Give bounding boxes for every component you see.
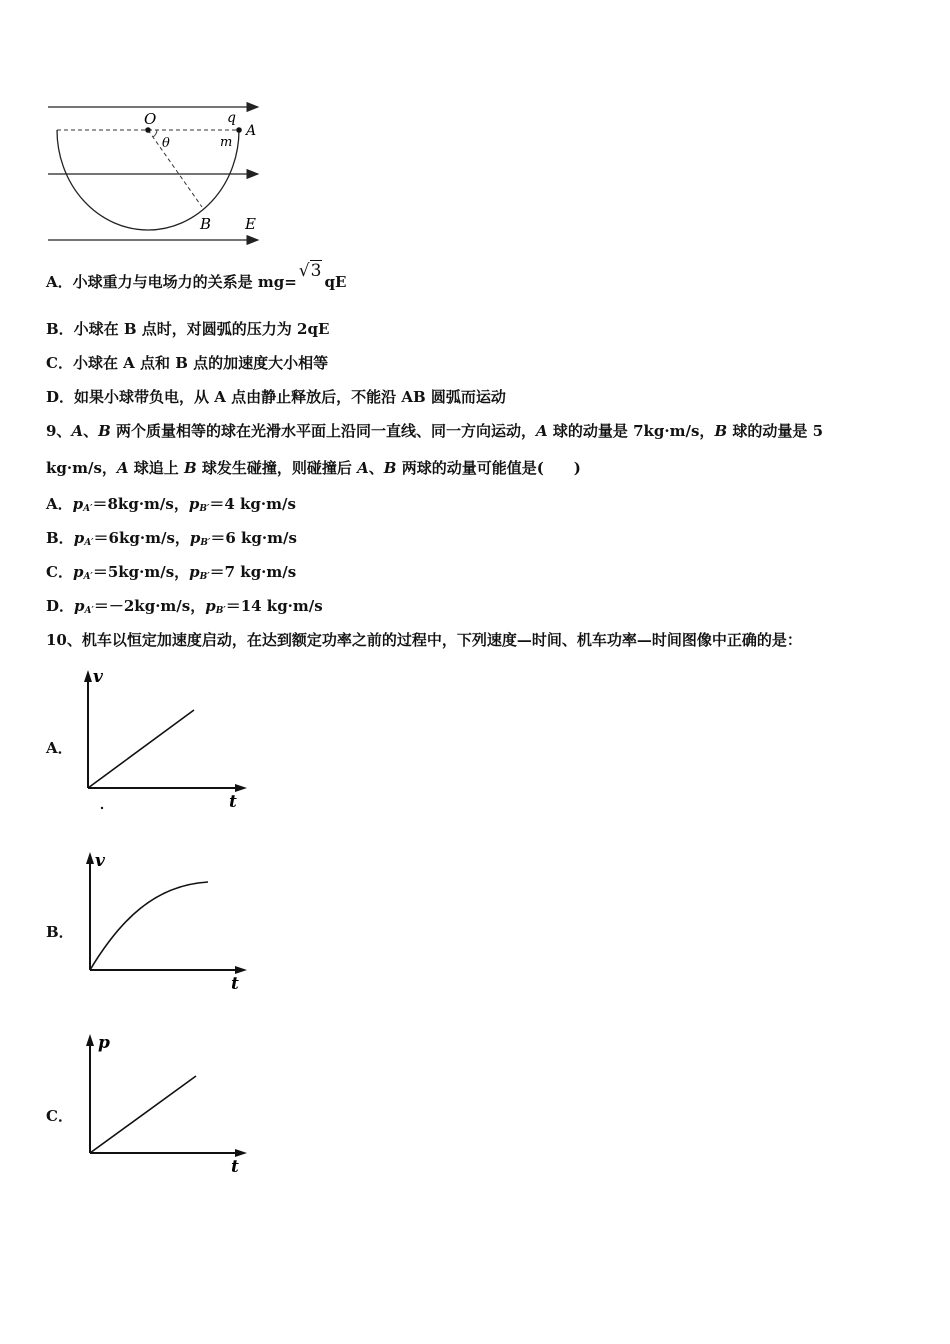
momentum-symbol: p xyxy=(189,563,200,581)
momentum-symbol: p xyxy=(189,529,201,547)
q9-stem-line2 xyxy=(46,458,581,478)
label-e: E xyxy=(245,215,256,233)
q10-option-b-label: B． xyxy=(46,923,74,941)
q8-option-a xyxy=(46,261,347,292)
subscript-a: A′ xyxy=(83,572,93,582)
q9-sep: 、 xyxy=(368,459,384,477)
label-m: m xyxy=(220,135,233,150)
pb-value: ＝7 kg·m/s xyxy=(209,563,297,581)
q10-option-c-label: C． xyxy=(46,1107,73,1125)
pa-value: ＝－2kg·m/s， xyxy=(93,597,206,615)
pa-value: ＝5kg·m/s， xyxy=(92,563,190,581)
ball-a: A xyxy=(71,422,84,440)
velocity-curve xyxy=(90,882,208,970)
q8-option-b: B．小球在 B 点时，对圆弧的压力为 2qE xyxy=(46,320,330,338)
subscript-b: B′ xyxy=(215,606,226,616)
subscript-a: A′ xyxy=(83,504,93,514)
q8-option-a-prefix: A．小球重力与电场力的关系是 mg= xyxy=(46,273,297,291)
momentum-symbol: p xyxy=(73,529,85,547)
q10-stem: 10、机车以恒定加速度启动，在达到额定功率之前的过程中，下列速度—时间、机车功率—时间图像中正确的是： xyxy=(46,631,802,649)
option-label: B． xyxy=(46,529,74,547)
q9-option-c xyxy=(46,562,296,587)
ball-b: B xyxy=(184,459,197,477)
ball-a: A xyxy=(357,459,369,477)
q9-text6: 球发生碰撞，则碰撞后 xyxy=(196,459,358,477)
subscript-a: A′ xyxy=(84,606,94,616)
graph-a xyxy=(80,668,260,818)
power-line xyxy=(90,1076,196,1153)
graph-b xyxy=(80,850,260,1000)
label-q: q xyxy=(227,110,236,126)
x-axis-label: t xyxy=(231,1157,239,1177)
q9-text4: kg·m/s， xyxy=(46,459,117,477)
pa-value: ＝8kg·m/s， xyxy=(92,495,189,513)
option-label: D． xyxy=(46,597,75,615)
subscript-a: A′ xyxy=(84,538,94,548)
semicircle-arc xyxy=(57,130,239,230)
q9-text7: 两球的动量可能值是( ) xyxy=(396,459,581,477)
ball-b: B xyxy=(98,422,111,440)
q8-option-c: C．小球在 A 点和 B 点的加速度大小相等 xyxy=(46,354,329,372)
momentum-symbol: p xyxy=(205,597,216,615)
y-axis-label: v xyxy=(95,851,105,871)
q9-sep: 、 xyxy=(83,422,99,440)
option-label: C． xyxy=(46,563,73,581)
subscript-b: B′ xyxy=(199,572,210,582)
sqrt-symbol: √3 xyxy=(298,261,322,281)
momentum-symbol: p xyxy=(72,495,84,513)
q9-text2: 球的动量是 7kg·m/s， xyxy=(547,422,715,440)
q9-option-a xyxy=(46,494,296,519)
subscript-b: B′ xyxy=(199,504,210,514)
label-a: A xyxy=(246,123,257,139)
momentum-symbol: p xyxy=(188,495,200,513)
y-axis-arrow xyxy=(86,852,94,864)
radius-ob-dashed xyxy=(148,130,202,207)
x-axis-arrow xyxy=(235,1149,247,1157)
y-axis-label: v xyxy=(93,668,103,687)
point-a xyxy=(236,127,242,133)
origin-dot xyxy=(101,807,103,809)
y-axis-label: p xyxy=(98,1033,110,1053)
velocity-line xyxy=(88,710,194,788)
pb-value: ＝14 kg·m/s xyxy=(225,597,323,615)
label-o: O xyxy=(144,110,157,128)
x-axis-arrow xyxy=(235,784,247,792)
ball-b: B xyxy=(383,459,397,477)
momentum-symbol: p xyxy=(72,563,84,581)
field-semicircle-figure xyxy=(40,95,280,255)
q9-option-b xyxy=(46,528,297,553)
ball-a: A xyxy=(116,459,129,477)
q9-text3: 球的动量是 5 xyxy=(727,422,824,440)
label-theta: θ xyxy=(162,136,170,151)
pb-value: ＝4 kg·m/s xyxy=(209,495,296,513)
q9-text5: 球追上 xyxy=(128,459,184,477)
momentum-symbol: p xyxy=(74,597,85,615)
y-axis-arrow xyxy=(84,670,92,682)
ball-a: A xyxy=(536,422,548,440)
pa-value: ＝6kg·m/s， xyxy=(93,529,190,547)
point-o xyxy=(145,127,151,133)
x-axis-label: t xyxy=(231,974,239,994)
x-axis-label: t xyxy=(229,792,237,812)
q10-option-a-label: A． xyxy=(46,739,73,757)
q9-text1: 两个质量相等的球在光滑水平面上沿同一直线、同一方向运动， xyxy=(110,422,537,440)
q9-number: 9、 xyxy=(46,422,72,440)
q9-stem-line1 xyxy=(46,421,823,441)
angle-theta-arc xyxy=(153,130,157,137)
label-b: B xyxy=(200,215,212,233)
subscript-b: B′ xyxy=(200,538,211,548)
q8-option-d: D．如果小球带负电，从 A 点由静止释放后，不能沿 AB 圆弧而运动 xyxy=(46,388,506,406)
sqrt-radicand: 3 xyxy=(310,261,322,281)
x-axis-arrow xyxy=(235,966,247,974)
ball-b: B xyxy=(714,422,728,440)
y-axis-arrow xyxy=(86,1034,94,1046)
graph-c xyxy=(80,1032,260,1182)
q9-option-d xyxy=(46,596,323,621)
option-label: A． xyxy=(46,495,73,513)
pb-value: ＝6 kg·m/s xyxy=(210,529,297,547)
q8-option-a-suffix: qE xyxy=(324,273,347,291)
